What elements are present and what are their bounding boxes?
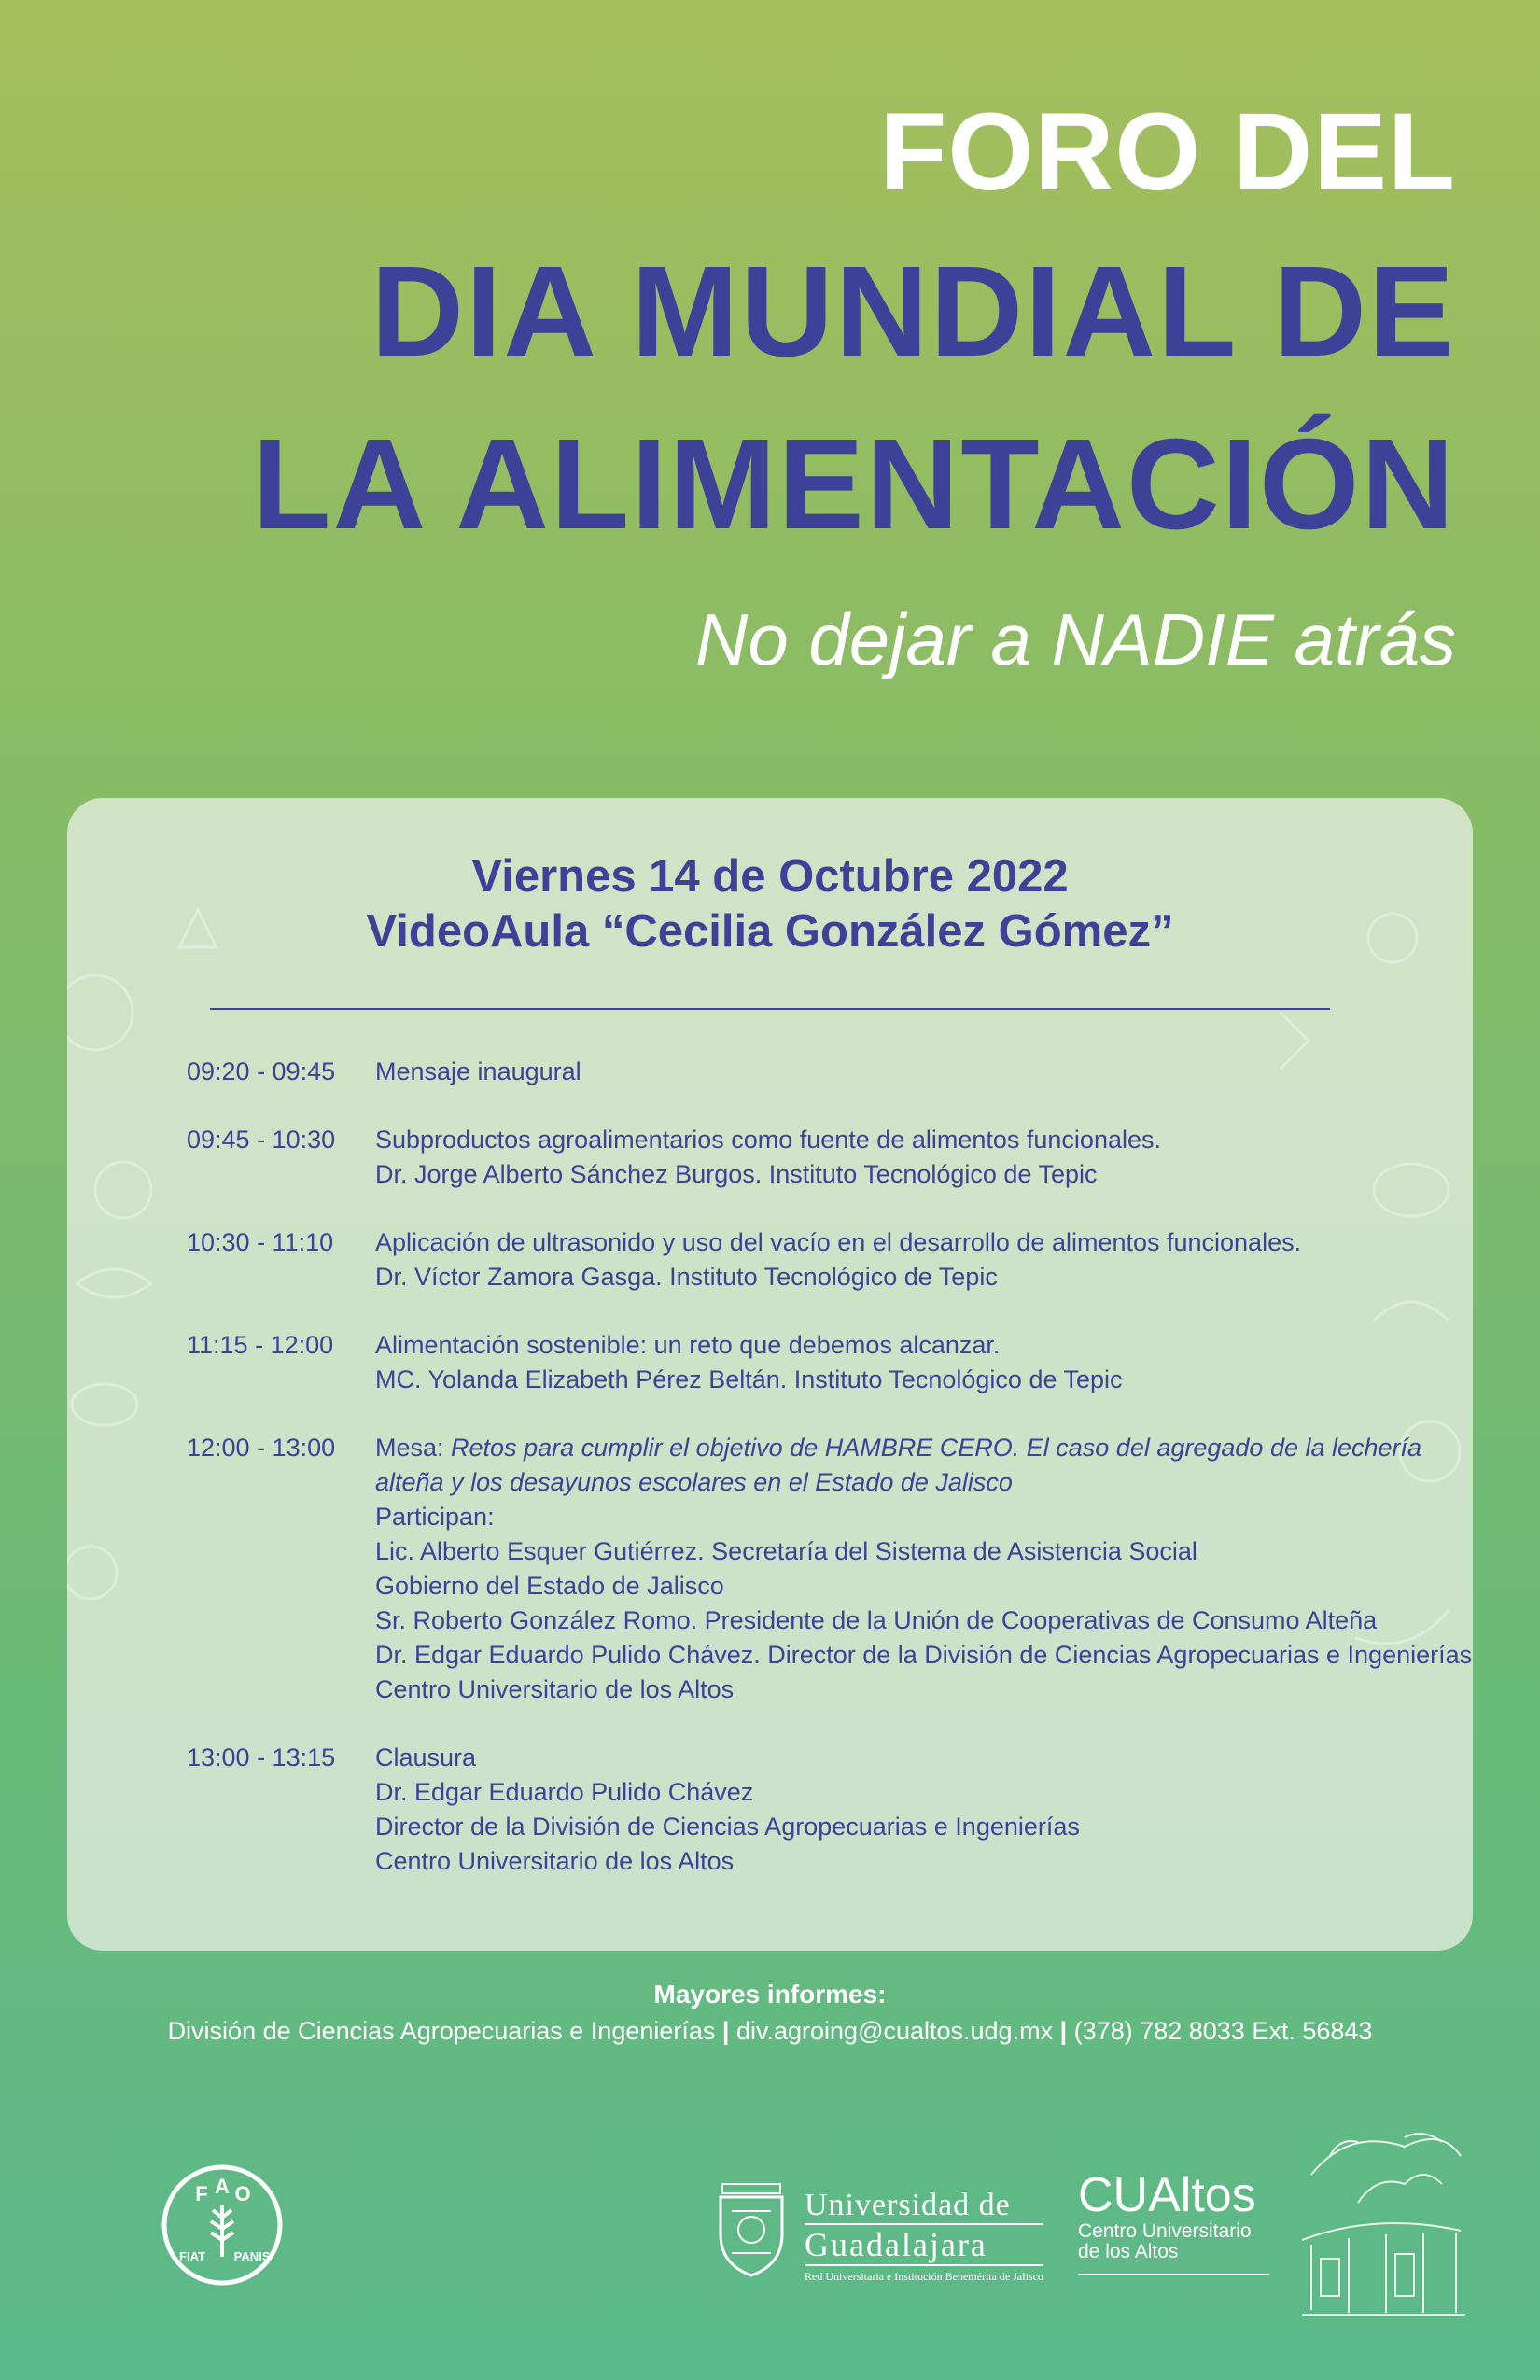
cualtos-subtitle-2: de los Altos bbox=[1078, 2241, 1179, 2262]
fao-motto-fiat: FIAT bbox=[179, 2249, 205, 2263]
fao-motto-panis: PANIS bbox=[233, 2249, 271, 2263]
udg-shield-icon bbox=[711, 2178, 791, 2279]
title-foro-del: FORO DEL bbox=[879, 91, 1456, 214]
closing-speaker: Dr. Edgar Eduardo Pulido Chávez bbox=[375, 1778, 754, 1806]
event-date: Viernes 14 de Octubre 2022 bbox=[471, 851, 1069, 902]
subtitle-slogan: No dejar a NADIE atrás bbox=[694, 598, 1456, 680]
event-venue: VideoAula “Cecilia González Gómez” bbox=[366, 905, 1174, 957]
schedule-item bbox=[187, 1328, 1428, 1397]
udg-name-line1: Universidad de bbox=[805, 2188, 1011, 2222]
schedule-item bbox=[187, 1055, 1428, 1089]
schedule-item bbox=[187, 1431, 1473, 1707]
fao-letter-a: A bbox=[215, 2175, 230, 2198]
heading-divider bbox=[210, 1008, 1330, 1010]
contact-info bbox=[0, 1977, 1540, 2050]
contact-separator: | bbox=[721, 2017, 730, 2045]
contact-email[interactable]: div.agroing@cualtos.udg.mx bbox=[735, 2017, 1054, 2045]
participant-line: Sr. Roberto González Romo. Presidente de la Unión de Cooperativas de Consumo Alteña bbox=[375, 1606, 1378, 1634]
schedule-time: 12:00 - 13:00 bbox=[187, 1434, 336, 1462]
schedule-title: Alimentación sostenible: un reto que debemos alcanzar. bbox=[375, 1331, 1001, 1359]
contact-division: División de Ciencias Agropecuarias e Ingenierías bbox=[167, 2017, 716, 2045]
panel-title: Retos para cumplir el objetivo de HAMBRE CERO. El caso del agregado de la lechería bbox=[451, 1434, 1422, 1462]
schedule-time: 09:20 - 09:45 bbox=[187, 1057, 336, 1085]
participant-line: Lic. Alberto Esquer Gutiérrez. Secretaría del Sistema de Asistencia Social bbox=[375, 1537, 1197, 1565]
contact-phone: (378) 782 8033 Ext. 56843 bbox=[1073, 2017, 1373, 2045]
event-heading bbox=[67, 849, 1473, 959]
udg-name-line2: Guadalajara bbox=[805, 2223, 1043, 2266]
schedule-list bbox=[187, 1055, 1473, 1912]
schedule-item bbox=[187, 1741, 1428, 1879]
fao-letter-f: F bbox=[195, 2182, 208, 2205]
participant-line: Centro Universitario de los Altos bbox=[375, 1675, 735, 1703]
cualtos-underline bbox=[1078, 2274, 1269, 2275]
contact-separator: | bbox=[1059, 2017, 1068, 2045]
fao-letter-o: O bbox=[234, 2182, 251, 2205]
udg-logo bbox=[711, 2178, 1047, 2281]
schedule-item bbox=[187, 1225, 1428, 1295]
fao-logo bbox=[161, 2163, 284, 2287]
schedule-time: 09:45 - 10:30 bbox=[187, 1126, 336, 1154]
udg-tagline: Red Universitaria e Institución Benemérita de Jalisco bbox=[805, 2270, 1043, 2283]
cualtos-logo bbox=[1078, 2169, 1269, 2275]
schedule-speaker: MC. Yolanda Elizabeth Pérez Beltán. Instituto Tecnológico de Tepic bbox=[375, 1365, 1123, 1393]
cualtos-title: CUAltos bbox=[1078, 2168, 1256, 2222]
closing-role: Director de la División de Ciencias Agropecuarias e Ingenierías bbox=[375, 1813, 1080, 1841]
title-alimentacion: LA ALIMENTACIÓN bbox=[252, 413, 1456, 556]
panel-title-continued: alteña y los desayunos escolares en el Estado de Jalisco bbox=[375, 1468, 1013, 1496]
schedule-item bbox=[187, 1123, 1428, 1192]
program-card bbox=[67, 798, 1473, 1951]
participant-line: Dr. Edgar Eduardo Pulido Chávez. Director de la División de Ciencias Agropecuarias e Ingenierías bbox=[375, 1641, 1473, 1669]
contact-heading: Mayores informes: bbox=[653, 1980, 887, 2009]
campus-building-icon bbox=[1293, 2119, 1470, 2343]
schedule-time: 13:00 - 13:15 bbox=[187, 1743, 336, 1771]
participant-line: Gobierno del Estado de Jalisco bbox=[375, 1572, 724, 1600]
schedule-time: 11:15 - 12:00 bbox=[187, 1331, 334, 1359]
closing-title: Clausura bbox=[375, 1743, 477, 1771]
cualtos-subtitle-1: Centro Universitario bbox=[1078, 2220, 1252, 2242]
title-dia-mundial: DIA MUNDIAL DE bbox=[371, 240, 1456, 384]
schedule-time: 10:30 - 11:10 bbox=[187, 1228, 334, 1256]
schedule-speaker: Dr. Víctor Zamora Gasga. Instituto Tecnológico de Tepic bbox=[375, 1263, 998, 1291]
schedule-speaker: Dr. Jorge Alberto Sánchez Burgos. Instituto Tecnológico de Tepic bbox=[375, 1160, 1098, 1188]
schedule-title: Mensaje inaugural bbox=[375, 1057, 581, 1085]
closing-institution: Centro Universitario de los Altos bbox=[375, 1847, 735, 1875]
panel-title-line bbox=[375, 1431, 1472, 1465]
participants-label: Participan: bbox=[375, 1503, 495, 1531]
schedule-title: Subproductos agroalimentarios como fuente de alimentos funcionales. bbox=[375, 1126, 1161, 1154]
panel-prefix: Mesa: bbox=[375, 1434, 452, 1462]
schedule-title: Aplicación de ultrasonido y uso del vacío en el desarrollo de alimentos funcionales. bbox=[375, 1228, 1302, 1256]
